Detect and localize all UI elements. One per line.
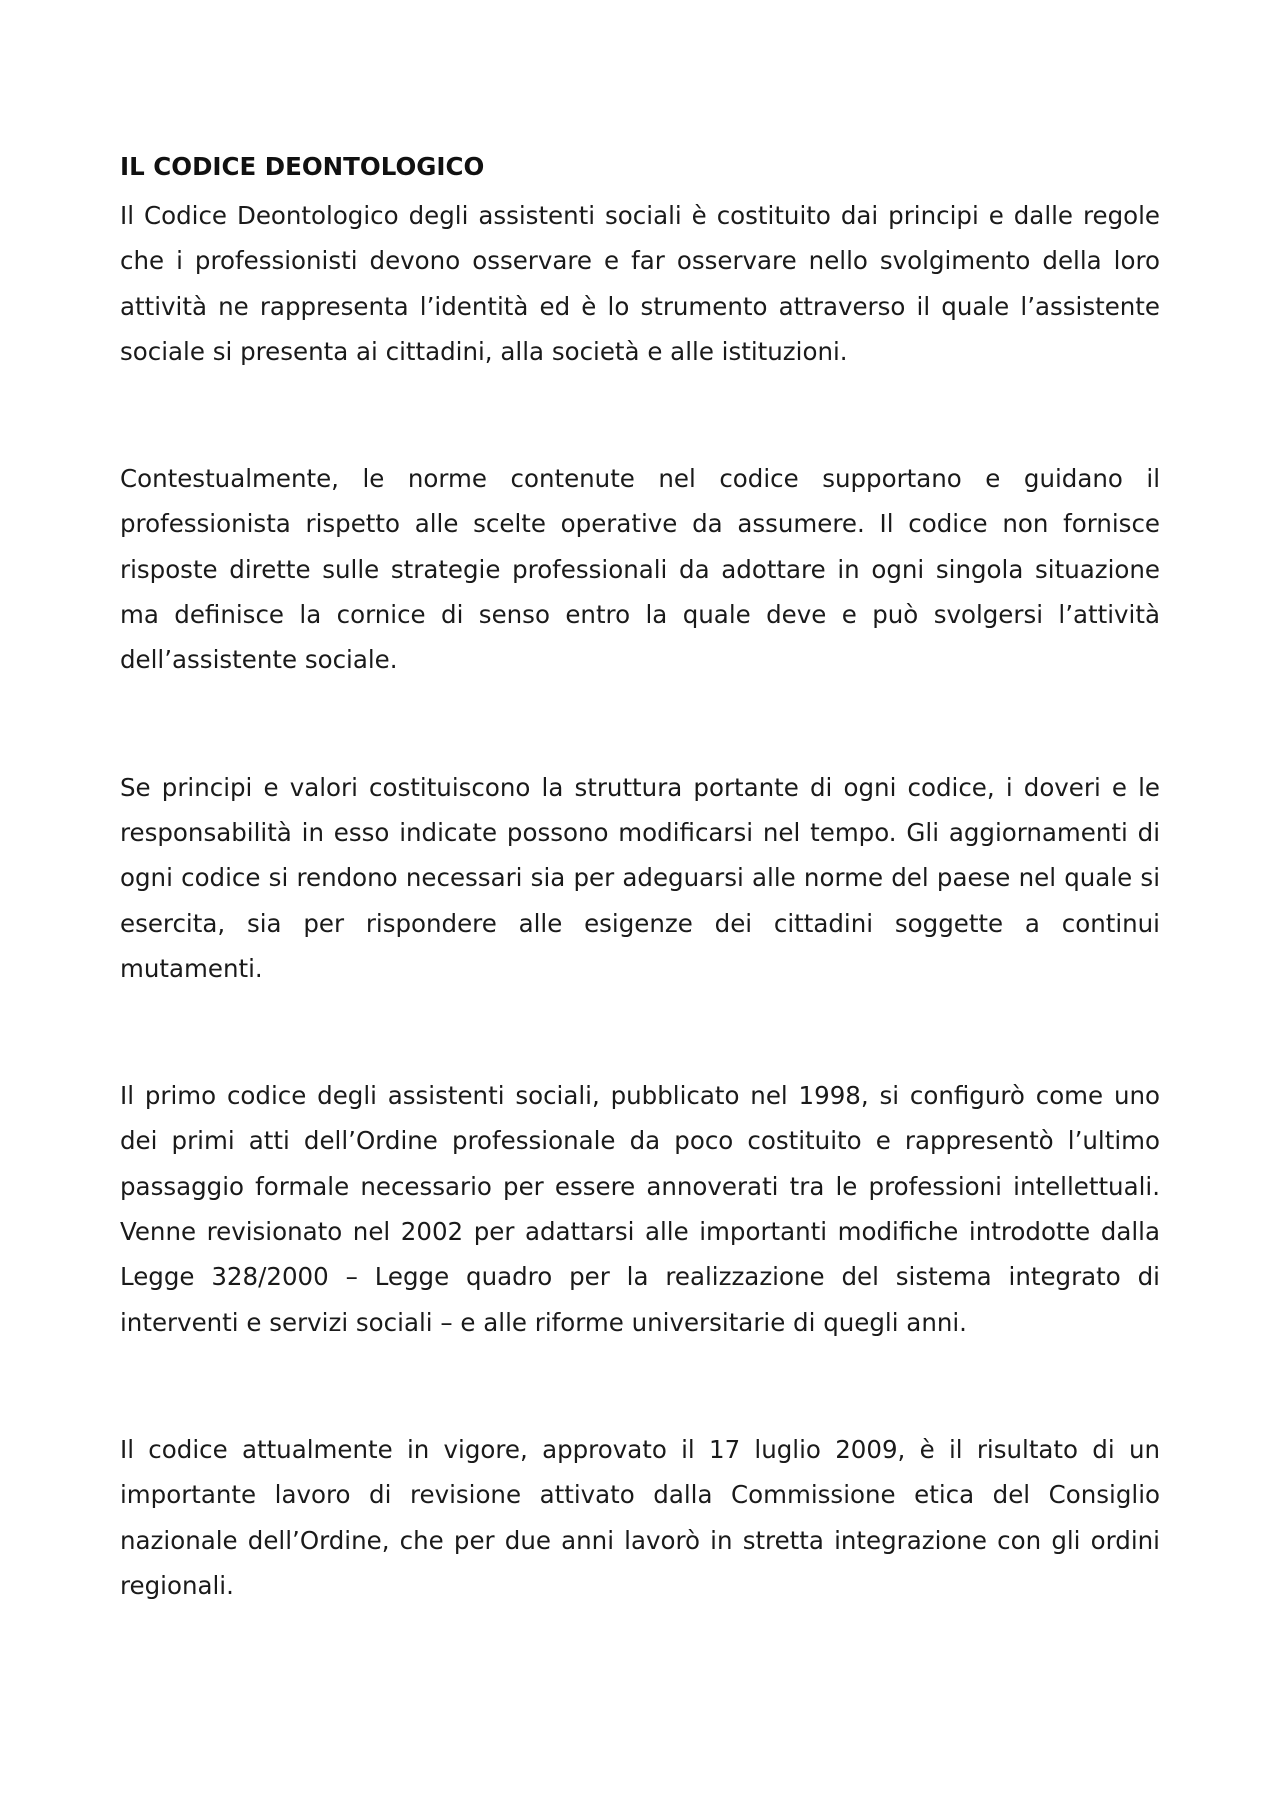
paragraph-current-code: Il codice attualmente in vigore, approvato il 17 luglio 2009, è il risultato di un importante lavoro di revisione attivato dalla Commissione etica del Consiglio nazionale dell’Ordine, che per due anni lavorò in stretta integrazione con gli ordini regionali.: [120, 1434, 1160, 1600]
paragraph-principles: Se principi e valori costituiscono la struttura portante di ogni codice, i doveri e le responsabilità in esso indicate possono modificarsi nel tempo. Gli aggiornamenti di ogni codice si rendono necessari sia per adeguarsi alle norme del paese nel quale si esercita, sia per rispondere alle esigenze dei cittadini soggette a continui mutamenti.: [120, 772, 1160, 983]
paragraph-intro: Il Codice Deontologico degli assistenti sociali è costituito dai principi e dalle regole che i professionisti devono osservare e far osservare nello svolgimento della loro attività ne rappresenta l’identità ed è lo strumento attraverso il quale l’assistente sociale si presenta ai cittadini, alla società e alle istituzioni.: [120, 201, 1160, 366]
document-body: [120, 150, 1160, 1608]
page-title: IL CODICE DEONTOLOGICO: [120, 152, 485, 181]
paragraph-history: Il primo codice degli assistenti sociali, pubblicato nel 1998, si configurò come uno dei primi atti dell’Ordine professionale da poco costituito e rappresentò l’ultimo passaggio formale necessario per essere annoverati tra le professioni intellettuali. Venne revisionato nel 2002 per adattarsi alle importanti modifiche introdotte dalla Legge 328/2000 – Legge quadro per la realizzazione del sistema integrato di interventi e servizi sociali – e alle riforme universitarie di quegli anni.: [120, 1081, 1160, 1337]
paragraph-norms: Contestualmente, le norme contenute nel codice supportano e guidano il professionista rispetto alle scelte operative da assumere. Il codice non fornisce risposte dirette sulle strategie professionali da adottare in ogni singola situazione ma definisce la cornice di senso entro la quale deve e può svolgersi l’attività dell’assistente sociale.: [120, 464, 1160, 675]
